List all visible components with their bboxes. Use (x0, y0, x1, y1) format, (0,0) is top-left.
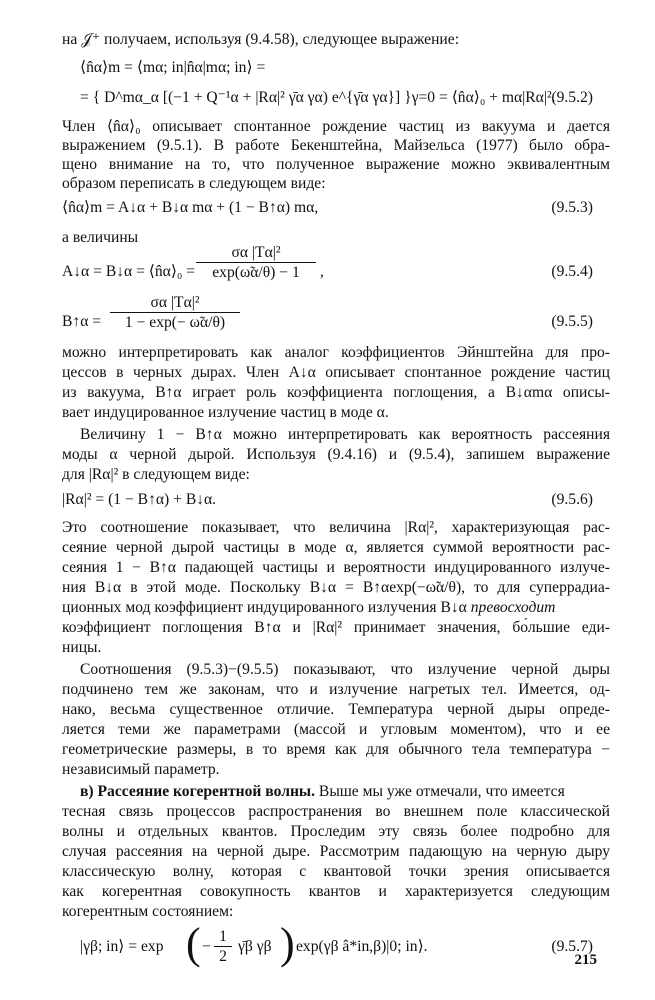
text-line: волны и отдельных квантов. Проследим эту связь более подробно для (62, 823, 610, 840)
text-line: выражением (9.5.1). В работе Бекенштейна, Майзельса (1977) было обра- (62, 137, 610, 154)
equation-9-5-7-lhs: |γβ; in⟩ = exp (80, 938, 164, 955)
fraction-denominator: 1 − exp(− ω̃α/θ) (110, 312, 240, 332)
equation-number: (9.5.4) (551, 263, 593, 280)
fraction-denominator: 2 (214, 946, 232, 966)
text-line: из вакуума, B↑α играет роль коэффициента поглощения, а B↓αmα описы- (62, 384, 610, 401)
text-line: Соотношения (9.5.3)−(9.5.5) показывают, что излучение черной дыры (80, 661, 610, 678)
text-line: ляется теми же параметрами (массой и угловым моментом), что и ее (62, 721, 610, 738)
text-line: Величину 1 − B↑α можно интерпретировать как вероятность рассеяния (80, 426, 610, 443)
text-line: можно интерпретировать как аналог коэффициентов Эйнштейна для про- (62, 344, 610, 361)
text-line: а величины (62, 229, 139, 246)
equation-term: exp(γβ â*in,β)|0; in⟩. (296, 938, 428, 955)
text-line: геометрические размеры, в то время как для обычного тела температура − (62, 741, 610, 758)
text-line: когерентным состоянием: (62, 903, 234, 920)
fraction-numerator: 1 (219, 928, 227, 945)
text-line: моды α черной дырой. Используя (9.4.16) и (9.5.4), запишем выражение (62, 446, 610, 463)
equation-number: (9.5.3) (551, 199, 593, 216)
text-line: образом переписать в следующем виде: (62, 175, 326, 192)
fraction-numerator: σα |Tα|² (150, 294, 200, 311)
text-line: независимый параметр. (62, 761, 220, 778)
text-line: как когерентная совокупность квантов и характеризуется следующим (62, 883, 610, 900)
text-line: нако, весьма существенное отличие. Температура черной дыры опреде- (62, 701, 610, 718)
minus-sign: − (202, 938, 211, 955)
fraction (196, 244, 316, 282)
text-line: цессов в черных дырах. Член A↓α описывает спонтанное рождение частиц (62, 364, 610, 381)
equation-9-5-3: ⟨n̂α⟩m = A↓α + B↓α mα + (1 − B↑α) mα, (62, 199, 319, 216)
section-heading: в) Рассеяние когерентной волны. (80, 783, 316, 800)
text-line: сеяние черной дырой частицы в моде α, является суммой вероятности рас- (62, 539, 610, 556)
equation-9-5-6: |Rα|² = (1 − B↑α) + B↓α. (62, 491, 217, 508)
page-number: 215 (574, 952, 597, 968)
emphasis: превосходит (470, 599, 556, 616)
fraction (110, 294, 240, 332)
text-segment: ционных мод коэффициент индуцированного излучения B↓α (62, 599, 471, 616)
text-line: подчинено тем же законам, что и излучение нагретых тел. Имеется, од- (62, 681, 610, 698)
text-line: щено внимание на то, что полученное выражение можно эквивалентным (62, 156, 610, 173)
equation-9-5-2: = { D^mα_α [(−1 + Q⁻¹α + |Rα|² γ̄α γα) e^{γ̄α γα}] }γ=0 = ⟨n̂α⟩₀ + mα|Rα|². (80, 89, 556, 106)
equation-9-5-5-lhs: B↑α = (62, 313, 102, 330)
text-line: сеяния 1 − B↑α падающей частицы и вероятности индуцированного излуче- (62, 559, 610, 576)
equation-number: (9.5.5) (551, 313, 593, 330)
equation-number: (9.5.6) (551, 491, 593, 508)
left-paren: ( (186, 919, 201, 968)
text-line: тесная связь процессов распространения во внешнем поле классической (62, 803, 610, 820)
text-segment: Выше мы уже отмечали, что имеется (315, 783, 565, 800)
text-line: классическую волну, которая с квантовой точки зрения описывается (62, 863, 610, 880)
text-line (80, 782, 610, 801)
equation-term: γ̄β γβ (238, 938, 272, 955)
right-paren: ) (280, 919, 295, 968)
text-line: ния B↓α в этой моде. Поскольку B↓α = B↑αexp(−ω̃α/θ), то для суперрадиа- (62, 579, 610, 596)
text-line: ницы. (62, 639, 102, 656)
text-line: Член ⟨n̂α⟩₀ описывает спонтанное рождение частиц из вакуума и дается (62, 118, 610, 135)
text-line: вает индуцированное излучение частиц в моде α. (62, 404, 389, 421)
equation-number: (9.5.7) (551, 938, 593, 955)
equation-comma: , (320, 263, 324, 280)
equation-9-5-4-lhs: A↓α = B↓α = ⟨n̂α⟩₀ = (62, 263, 196, 280)
text-line (62, 598, 610, 617)
equation-line: ⟨n̂α⟩m = ⟨mα; in|n̂α|mα; in⟩ = (80, 59, 266, 76)
text-line: на 𝒥⁺ получаем, используя (9.4.58), следующее выражение: (62, 31, 460, 48)
text-line: для |Rα|² в следующем виде: (62, 466, 250, 483)
fraction (214, 928, 232, 966)
fraction-denominator: exp(ω̃α/θ) − 1 (196, 262, 316, 282)
text-line: Это соотношение показывает, что величина |Rα|², характеризующая рас- (62, 519, 610, 536)
fraction-numerator: σα |Tα|² (231, 244, 281, 261)
text-line: коэффициент поглощения B↑α и |Rα|² принимает значения, бо́льшие еди- (62, 619, 610, 636)
text-line: случая рассеяния на черной дыре. Рассмотрим падающую на черную дыру (62, 843, 610, 860)
equation-number: (9.5.2) (551, 89, 593, 106)
